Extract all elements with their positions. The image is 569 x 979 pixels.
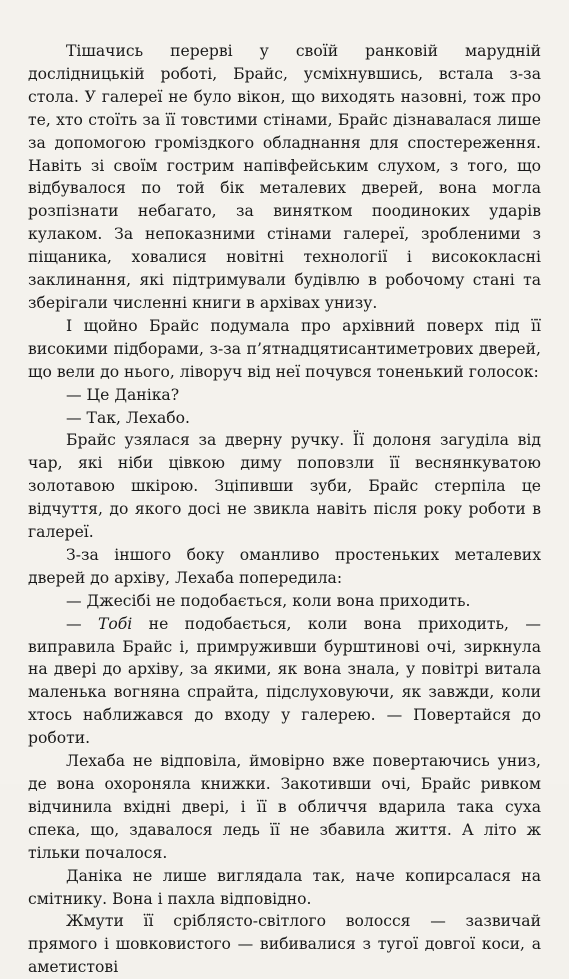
paragraph-2: І щойно Брайс подумала про архівний поверх під її високими підборами, з-за п’ятнадцятисантиметрових дверей, що вели до нього, ліворуч від неї почувся тоненький голосок: xyxy=(28,316,541,381)
paragraph-3: Брайс узялася за дверну ручку. Її долоня загуділа від чар, які ніби цівкою диму поповзли її веснянкуватою золотавою шкірою. Зціпивши зуби, Брайс стерпіла це відчуття, до якого досі не звикла навіть після року роботи в галереї. xyxy=(28,431,541,542)
emphasized-word: Тобі xyxy=(97,614,133,633)
paragraph-8: Жмути її сріблясто-світлого волосся — зазвичай прямого і шовковистого — вибивалися з тугої довгої коси, а аметистові xyxy=(28,912,541,977)
paragraph-7: Даніка не лише виглядала так, наче копирсалася на смітнику. Вона і пахла відповідно. xyxy=(28,866,541,908)
paragraph-4: З-за іншого боку оманливо простеньких металевих дверей до архіву, Лехаба попередила: xyxy=(28,545,541,587)
paragraph-5-rest: не подобається, коли вона приходить, — виправила Брайс і, примруживши бурштинові очі, зиркнула на двері до архіву, за якими, як вона знала, у повітрі витала маленька вогняна спрайта, підслуховуючи, як завжди, коли хтось наближався до входу у галерею. — Повертайся до роботи. xyxy=(28,614,541,748)
dialogue-line-1: — Це Даніка? xyxy=(66,385,180,404)
paragraph-5 xyxy=(28,613,541,750)
page-text xyxy=(28,40,541,979)
dialogue-dash: — xyxy=(66,614,98,633)
paragraph-6: Лехаба не відповіла, ймовірно вже повертаючись униз, де вона охороняла книжки. Закотивши очі, Брайс ривком відчинила вхідні двері, і її в обличчя вдарила така суха спека, що, здавалося ледь її не збавила життя. А літо ж тільки почалося. xyxy=(28,752,541,862)
paragraph-1: Тішачись перерві у своїй ранковій марудній дослідницькій роботі, Брайс, усміхнувшись, встала з-за стола. У галереї не було вікон, що виходять назовні, тож про те, хто стоїть за її товстими стінами, Брайс дізнавалася лише за допомогою громіздкого обладнання для спостереження. Навіть зі своїм гострим напівфейським слухом, з того, що відбувалося по той бік металевих дверей, вона могла розпізнати небагато, за винятком поодиноких ударів кулаком. За непоказними стінами галереї, зробленими з піщаника, ховалися новітні технології і висококласні заклинання, які підтримували будівлю в робочому стані та зберігали численні книги в архівах унизу. xyxy=(28,42,541,312)
dialogue-line-3: — Джесібі не подобається, коли вона приходить. xyxy=(66,591,471,610)
dialogue-line-2: — Так, Лехабо. xyxy=(66,408,190,427)
